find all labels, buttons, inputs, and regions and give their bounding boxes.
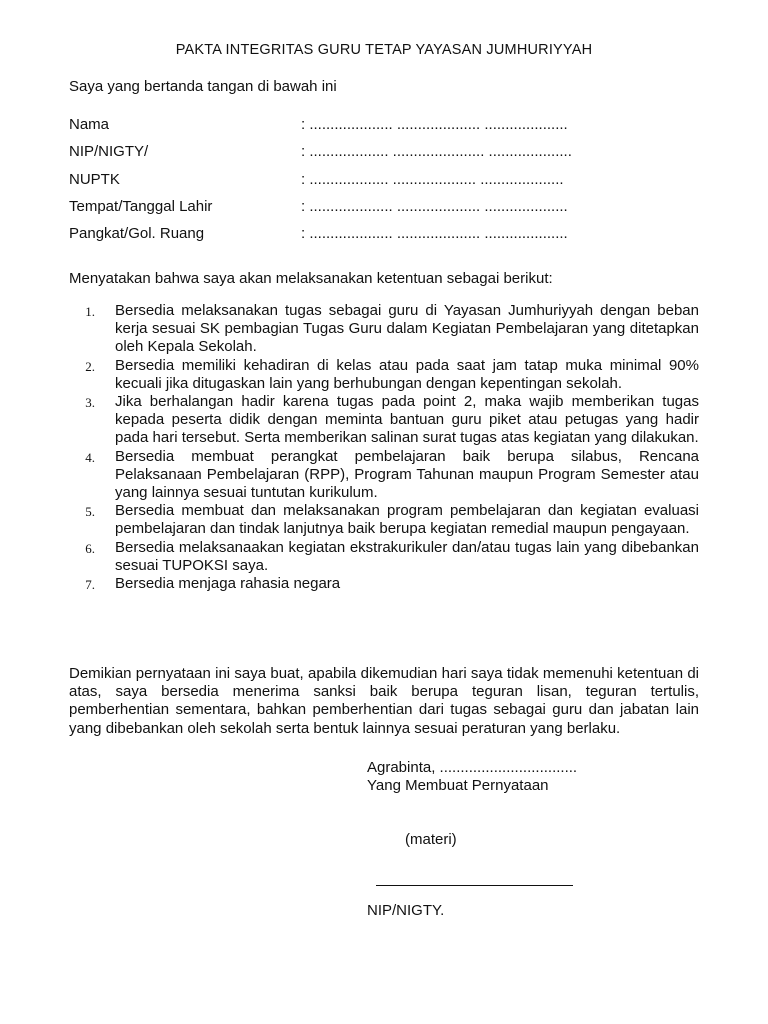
- item-text: Bersedia memiliki kehadiran di kelas atau pada saat jam tatap muka minimal 90% kecuali jika ditugaskan lain yang berhubungan dengan kepentingan sekolah.: [115, 356, 699, 392]
- list-item: [69, 575, 699, 594]
- item-number: 1.: [85, 304, 95, 319]
- signature-place-date: Agrabinta, .................................: [367, 759, 578, 776]
- field-row-nama: [69, 115, 629, 142]
- item-number: 3.: [85, 395, 95, 411]
- closing-paragraph: Demikian pernyataan ini saya buat, apabila dikemudian hari saya tidak memenuhi ketentuan di atas, saya bersedia menerima sanksi baik berupa teguran lisan, teguran tertulis, pemberhentian sementara, bahkan pemberhentian dari tugas sebagai guru dan jabatan lain yang dibebankan oleh sekolah serta bentuk lainnya sesuai peraturan yang berlaku.: [69, 665, 699, 737]
- stamp-placeholder: (materi): [405, 831, 457, 848]
- field-row-nip: [69, 142, 629, 169]
- list-item: [69, 302, 699, 357]
- item-text: Jika berhalangan hadir karena tugas pada point 2, maka wajib memberikan tugas kepada peserta didik dengan meminta bantuan guru piket atau petugas yang hadir pada hari tersebut. Serta memberikan salinan surat tugas atas kegiatan yang dilakukan.: [115, 393, 699, 447]
- field-row-rank: [69, 224, 629, 251]
- field-label: Nama: [69, 116, 110, 133]
- item-text: Bersedia menjaga rahasia negara: [115, 575, 341, 593]
- intro-text: Saya yang bertanda tangan di bawah ini: [69, 78, 337, 95]
- field-row-birth: [69, 197, 629, 224]
- item-text: Bersedia membuat perangkat pembelajaran baik berupa silabus, Rencana Pelaksanaan Pembelajaran (RPP), Program Tahunan maupun Program Semester atau yang lainnya sesuai tuntutan kurikulum.: [115, 447, 699, 502]
- field-label: NIP/NIGTY/: [69, 143, 149, 161]
- document-title: PAKTA INTEGRITAS GURU TETAP YAYASAN JUMHURIYYAH: [175, 42, 593, 58]
- signature-maker-label: Yang Membuat Pernyataan: [367, 777, 549, 794]
- item-number: 4.: [85, 449, 95, 465]
- item-number: 2.: [85, 358, 95, 374]
- field-value: : .................... .................... ....................: [301, 116, 568, 133]
- field-label: Pangkat/Gol. Ruang: [69, 225, 205, 243]
- field-value: : ................... ...................... ....................: [301, 143, 572, 161]
- field-value: : ................... .................... ....................: [301, 170, 564, 188]
- list-item: [69, 357, 699, 393]
- provisions-list: [69, 302, 699, 594]
- list-item: [69, 393, 699, 448]
- field-row-nuptk: [69, 170, 629, 197]
- field-label: Tempat/Tanggal Lahir: [69, 197, 213, 215]
- field-value: : .................... .................... ....................: [301, 225, 568, 243]
- statement-text: Menyatakan bahwa saya akan melaksanakan ketentuan sebagai berikut:: [69, 270, 553, 287]
- identity-fields: [69, 115, 629, 251]
- item-text: Bersedia membuat dan melaksanakan program pembelajaran dan kegiatan evaluasi pembelajaran dan tindak lanjutnya baik berupa kegiatan remedial maupun pengayaan.: [115, 502, 699, 538]
- list-item: [69, 502, 699, 538]
- list-item: [69, 539, 699, 575]
- item-number: 5.: [85, 504, 95, 520]
- item-number: 7.: [85, 577, 95, 593]
- item-text: Bersedia melaksanaakan kegiatan ekstrakurikuler dan/atau tugas lain yang dibebankan sesuai TUPOKSI saya.: [115, 538, 699, 574]
- field-value: : .................... .................... ....................: [301, 197, 568, 215]
- item-number: 6.: [85, 540, 95, 556]
- signature-line: [376, 884, 573, 886]
- list-item: [69, 448, 699, 503]
- item-text: Bersedia melaksanakan tugas sebagai guru di Yayasan Jumhuriyyah dengan beban kerja sesuai SK pembagian Tugas Guru dalam Kegiatan Pembelajaran yang ditetapkan oleh Kepala Sekolah.: [115, 302, 699, 356]
- signature-nip-label: NIP/NIGTY.: [367, 902, 445, 919]
- field-label: NUPTK: [69, 170, 120, 188]
